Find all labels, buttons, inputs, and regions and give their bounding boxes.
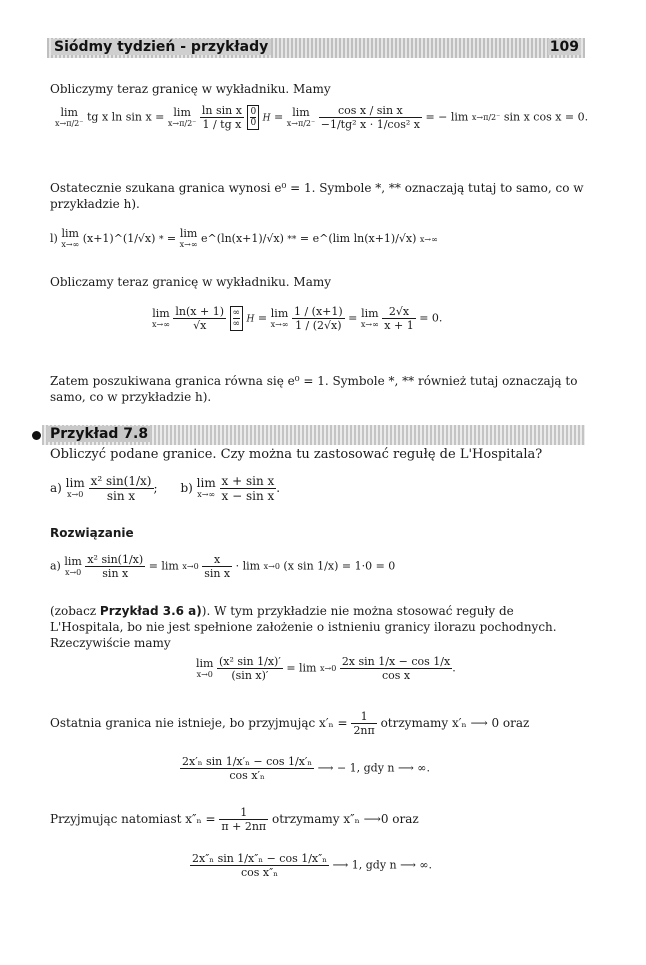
eq1-lim: lim x→π/2⁻: [55, 105, 84, 128]
eq1-hopital-mark: H: [262, 113, 271, 124]
paragraph-7: [50, 710, 529, 737]
equation-6: [190, 852, 432, 879]
eq2-star2: **: [287, 235, 297, 245]
eq1-fraction-1: $\frac{\text{ln sin x}}{\text{1 / tg x}}$: [201, 104, 242, 131]
solution-heading: Rozwiązanie: [50, 526, 134, 540]
p7-text-a: Ostatnia granica nie istnieje, bo przyjmując x′ₙ =: [50, 716, 348, 730]
eq5-fraction: $\frac{\text{2x′ₙ sin 1/x′ₙ − cos 1/x′ₙ}}{\text{cos x′ₙ}}$: [182, 755, 313, 782]
p8-text-a: Przyjmując natomiast x″ₙ =: [50, 812, 216, 826]
paragraph-1: Obliczymy teraz granicę w wykładniku. Mamy: [50, 82, 331, 96]
eq3-fraction-1: $\frac{\ln(x + 1)}{√x}$: [175, 305, 224, 332]
eq5-result: ⟶ − 1, gdy n ⟶ ∞.: [317, 761, 430, 775]
eq3-fraction-3: $\frac{2√x}{x + 1}$: [384, 305, 414, 332]
task-a-label: a): [50, 481, 62, 495]
eq3-hopital-mark: H: [246, 314, 255, 325]
sol-a-dot: · lim: [235, 559, 261, 573]
eq3-lim3: lim x→∞: [360, 306, 379, 329]
paragraph-5: Obliczyć podane granice. Czy można tu zastosować regułę de L'Hospitala?: [50, 447, 543, 462]
task-a-fraction: $\frac{\text{x² sin(1/x)}}{\text{sin x}}$: [90, 474, 152, 503]
eq1-lhs-expr: tg x ln sin x =: [86, 110, 165, 124]
running-header: [47, 38, 585, 58]
header-title: Siódmy tydzień - przykłady: [51, 39, 271, 55]
task-equations: a) lim x→0 $\frac{\text{x² sin(1/x)}}{\text{sin x}}$ ; b) lim x→∞ $\frac{\text{x + sin x}}{\text{x − sin x}}$ .: [50, 474, 281, 503]
eq1-rhs-expr: sin x cos x = 0.: [503, 110, 589, 124]
p6-text-a: (zobacz: [50, 604, 100, 618]
eq1-rhs: = − lim: [425, 110, 469, 124]
page-number: 109: [549, 39, 579, 55]
eq3-lim: lim x→∞: [152, 306, 170, 329]
eq4-lim: lim x→0: [196, 656, 214, 679]
paragraph-8: [50, 806, 419, 833]
eq6-result: ⟶ 1, gdy n ⟶ ∞.: [332, 858, 433, 872]
eq4-fraction-2: $\frac{\text{2x sin 1/x − cos 1/x}}{\text{cos x}}$: [341, 655, 451, 682]
equation-4: [196, 655, 456, 682]
paragraph-2: Ostatecznie szukana granica wynosi e⁰ = 1. Symbole *, ** oznaczają tutaj to samo, co w przykładzie h).: [50, 181, 584, 211]
eq2-expr2: e^(ln(x+1)/√x): [201, 232, 284, 245]
eq2-label: l): [50, 232, 58, 245]
task-b-lim: lim x→∞: [196, 475, 216, 499]
example-bullet: [32, 431, 41, 440]
eq6-fraction: $\frac{\text{2x″ₙ sin 1/x″ₙ − cos 1/x″ₙ}}{\text{cos x″ₙ}}$: [192, 852, 327, 879]
paragraph-4: Zatem poszukiwana granica równa się e⁰ = 1. Symbole *, ** również tutaj oznaczają to samo, co w przykładzie h).: [50, 374, 578, 404]
eq3-lim2: lim x→∞: [270, 306, 289, 329]
eq3-indeterminate-box: ∞ ∞: [230, 306, 244, 331]
eq2-lim: lim x→∞: [61, 227, 80, 249]
eq1-rhs-sub: x→π/2⁻: [471, 113, 501, 122]
sol-a-lim: lim x→0: [64, 554, 82, 577]
eq1-lim3: lim x→π/2⁻: [286, 105, 316, 128]
equation-5: [180, 755, 430, 782]
sol-a-paren: (x sin 1/x): [283, 559, 339, 573]
eq4-sub2: x→0: [320, 664, 337, 673]
eq1-indeterminate-box: $\frac{0}{0}$: [247, 105, 259, 130]
eq2-expr3: e^(lim ln(x+1)/√x): [312, 232, 417, 245]
sol-a-sub3: x→0: [263, 562, 280, 571]
eq1-fraction-2: $\frac{\text{cos x / sin x}}{\text{−1/tg² x · 1/cos² x}}$: [320, 104, 420, 131]
example-bar: [42, 425, 585, 445]
equation-1: lim x→π/2⁻ tg x ln sin x = lim x→π/2⁻ $\frac{\text{ln sin x}}{\text{1 / tg x}}$ $\frac{0}{0}$ H = lim x→π/2⁻ $\frac{\text{cos x / sin x}}{\text{−1/tg² x · 1/cos² x}}$ = − lim x→π/2⁻ sin x cos x = 0.: [55, 104, 589, 131]
sol-a-sub2: x→0: [182, 562, 199, 571]
sol-a-result: = 1·0 = 0: [341, 559, 396, 573]
task-b-label: b): [180, 481, 193, 495]
p7-fraction: $\frac{1}{2n\pi}$: [353, 710, 375, 737]
sol-a-eq: = lim: [148, 559, 179, 573]
p8-text-b: otrzymamy x″ₙ ⟶0 oraz: [271, 812, 419, 826]
task-a-lim: lim x→0: [65, 475, 85, 499]
p6-text-b: ). W tym przykładzie nie można stosować reguły de L'Hospitala, bo nie jest spełnione założenie o istnieniu granicy ilorazu pochodnych. Rzeczywiście mamy: [50, 604, 557, 650]
example-title: Przykład 7.8: [47, 426, 151, 442]
p8-fraction: $\frac{1}{\pi + 2n\pi}$: [221, 806, 267, 833]
paragraph-3: Obliczamy teraz granicę w wykładniku. Mamy: [50, 275, 332, 289]
eq4-end: .: [452, 661, 456, 675]
eq2-star: *: [158, 235, 164, 245]
sol-a-fraction: $\frac{\text{x² sin(1/x)}}{\text{sin x}}$: [87, 553, 144, 580]
paragraph-6: [50, 603, 585, 651]
task-b-fraction: $\frac{\text{x + sin x}}{\text{x − sin x}}$: [221, 474, 275, 503]
eq2-lim2: lim x→∞: [179, 227, 198, 249]
eq1-lim2: lim x→π/2⁻: [167, 105, 197, 128]
sol-a-label: a): [50, 559, 61, 573]
eq2-expr: (x+1)^(1/√x): [82, 232, 156, 245]
solution-a: [50, 553, 395, 580]
equation-3: lim x→∞ $\frac{\ln(x + 1)}{√x}$ ∞ ∞ H = lim x→∞ $\frac{1 / (x+1)}{1 / (2√x)}$ = lim x→∞ $\frac{2√x}{x + 1}$ = 0.: [152, 305, 443, 332]
p6-reference: Przykład 3.6 a): [99, 604, 202, 618]
eq4-fraction-1: $\frac{\text{(x² sin 1/x)′}}{\text{(sin x)′}}$: [218, 655, 281, 682]
p7-text-b: otrzymamy x′ₙ ⟶ 0 oraz: [380, 716, 530, 730]
eq3-fraction-2: $\frac{1 / (x+1)}{1 / (2√x)}$: [293, 305, 343, 332]
eq4-lim2: = lim: [286, 661, 317, 675]
equation-2: l) lim x→∞ (x+1)^(1/√x) * = lim x→∞ e^(ln(x+1)/√x) ** = e^(lim ln(x+1)/√x) x→∞: [50, 227, 438, 249]
eq3-result: = 0.: [419, 311, 443, 325]
eq2-sub3: x→∞: [419, 234, 438, 244]
sol-a-fraction-2: $\frac{x}{\text{sin x}}$: [204, 553, 231, 580]
